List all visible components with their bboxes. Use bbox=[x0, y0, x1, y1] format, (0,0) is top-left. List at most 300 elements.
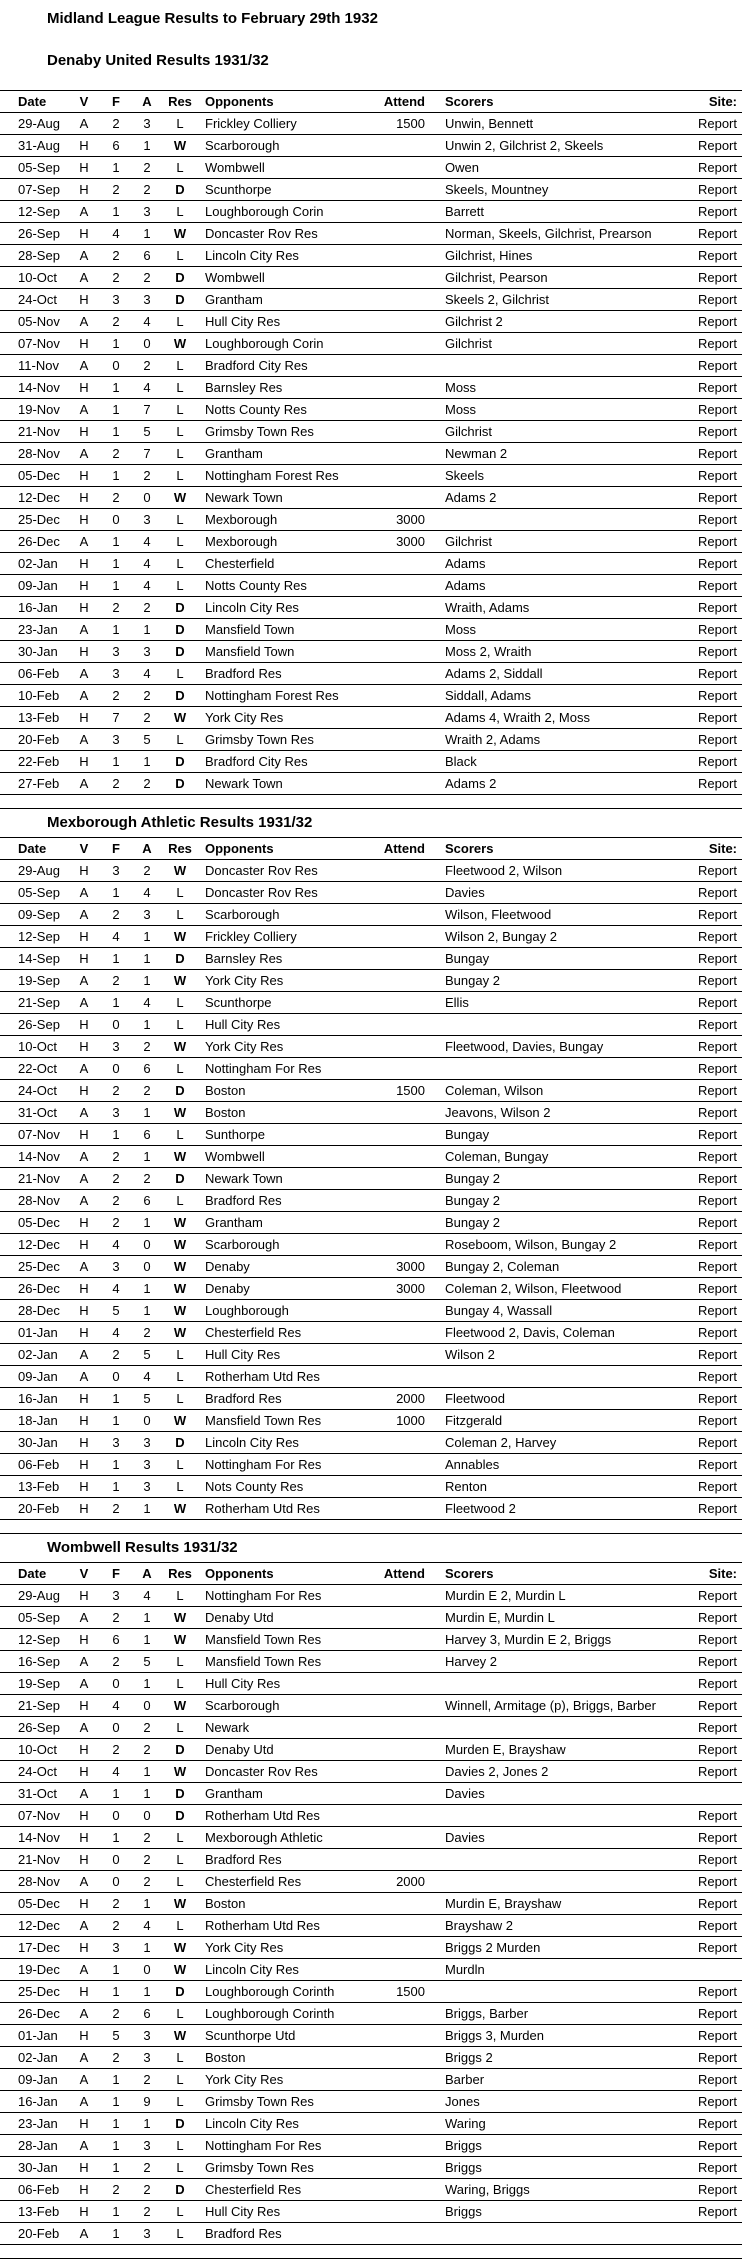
report-link[interactable]: Report bbox=[697, 1193, 737, 1208]
report-link[interactable]: Report bbox=[697, 556, 737, 571]
site-cell bbox=[676, 2179, 742, 2201]
venue-cell: A bbox=[79, 358, 89, 373]
attendance-cell bbox=[370, 201, 428, 223]
goals-for-cell: 0 bbox=[112, 1720, 120, 1735]
result-cell: L bbox=[176, 424, 184, 439]
venue-cell: A bbox=[79, 1786, 89, 1801]
attendance-cell bbox=[370, 1212, 428, 1234]
goals-against-cell: 2 bbox=[143, 1325, 151, 1340]
report-link[interactable]: Report bbox=[697, 1435, 737, 1450]
report-link[interactable]: Report bbox=[697, 1984, 737, 1999]
venue-cell: A bbox=[79, 732, 89, 747]
report-link[interactable]: Report bbox=[697, 1742, 737, 1757]
date-cell: 20-Feb bbox=[18, 732, 60, 747]
attendance-cell: 1500 bbox=[396, 1984, 425, 1999]
venue-cell: H bbox=[79, 1764, 89, 1779]
goals-for-column-header: F bbox=[112, 841, 120, 856]
goals-for-cell: 1 bbox=[112, 2160, 120, 2175]
report-link[interactable]: Report bbox=[697, 600, 737, 615]
attendance-cell: 3000 bbox=[396, 1259, 425, 1274]
report-link[interactable]: Report bbox=[697, 1149, 737, 1164]
opponents-cell: Hull City Res bbox=[205, 1676, 281, 1691]
scorers-cell: Davies bbox=[445, 885, 485, 900]
venue-cell: H bbox=[79, 1457, 89, 1472]
goals-for-cell: 2 bbox=[112, 248, 120, 263]
site-cell bbox=[676, 487, 742, 509]
site-cell bbox=[676, 1014, 742, 1036]
scorers-cell: Harvey 3, Murdin E 2, Briggs bbox=[445, 1632, 612, 1647]
venue-cell: A bbox=[79, 1962, 89, 1977]
venue-cell: H bbox=[79, 1830, 89, 1845]
section-title: Wombwell Results 1931/32 bbox=[47, 1539, 238, 1556]
goals-for-cell: 1 bbox=[112, 556, 120, 571]
report-link[interactable]: Report bbox=[697, 248, 737, 263]
scorers-cell: Fleetwood 2 bbox=[445, 1501, 516, 1516]
date-cell: 09-Jan bbox=[18, 578, 58, 593]
report-link[interactable]: Report bbox=[697, 1325, 737, 1340]
attendance-cell bbox=[370, 926, 428, 948]
goals-against-cell: 1 bbox=[143, 1786, 151, 1801]
report-link[interactable]: Report bbox=[697, 182, 737, 197]
scorers-cell bbox=[428, 2223, 676, 2245]
report-link[interactable]: Report bbox=[697, 1479, 737, 1494]
result-cell: W bbox=[173, 1105, 187, 1120]
goals-against-cell: 4 bbox=[143, 666, 151, 681]
result-row bbox=[0, 2025, 742, 2047]
report-link[interactable]: Report bbox=[697, 270, 737, 285]
date-cell: 21-Nov bbox=[18, 1171, 60, 1186]
date-cell: 01-Jan bbox=[18, 2028, 58, 2043]
report-link[interactable]: Report bbox=[697, 424, 737, 439]
date-cell: 26-Dec bbox=[18, 1281, 60, 1296]
site-cell bbox=[676, 707, 742, 729]
header-row bbox=[0, 838, 742, 860]
result-cell: W bbox=[173, 1940, 187, 1955]
goals-for-cell: 1 bbox=[112, 754, 120, 769]
venue-column-header: V bbox=[79, 841, 89, 856]
opponents-cell: Scarborough bbox=[205, 907, 280, 922]
result-cell: W bbox=[173, 1303, 187, 1318]
result-cell: L bbox=[176, 1479, 184, 1494]
report-link[interactable]: Report bbox=[697, 534, 737, 549]
report-link[interactable]: Report bbox=[697, 1303, 737, 1318]
attendance-cell bbox=[370, 1761, 428, 1783]
report-link[interactable]: Report bbox=[697, 1391, 737, 1406]
goals-against-cell: 1 bbox=[143, 138, 151, 153]
report-link[interactable]: Report bbox=[697, 116, 737, 131]
results-table bbox=[0, 837, 742, 1534]
result-row bbox=[0, 1981, 742, 2003]
report-link[interactable]: Report bbox=[697, 1830, 737, 1845]
report-link[interactable]: Report bbox=[697, 929, 737, 944]
result-row bbox=[0, 2223, 742, 2245]
result-cell: L bbox=[176, 1852, 184, 1867]
goals-for-cell: 1 bbox=[112, 468, 120, 483]
scorers-cell bbox=[428, 1673, 676, 1695]
report-link[interactable]: Report bbox=[697, 2028, 737, 2043]
report-link[interactable]: Report bbox=[697, 1896, 737, 1911]
table-end-spacer-row bbox=[0, 1520, 742, 1534]
opponents-cell: Scarborough bbox=[205, 138, 280, 153]
results-sections bbox=[0, 52, 742, 2259]
venue-cell: A bbox=[79, 2226, 89, 2241]
report-link[interactable]: Report bbox=[697, 2050, 737, 2065]
result-cell: L bbox=[176, 666, 184, 681]
result-cell: L bbox=[176, 534, 184, 549]
venue-cell: A bbox=[79, 2094, 89, 2109]
result-cell: D bbox=[175, 182, 185, 197]
report-link[interactable]: Report bbox=[697, 2072, 737, 2087]
scorers-cell: Murdin E, Brayshaw bbox=[445, 1896, 562, 1911]
opponents-cell: Bradford Res bbox=[205, 1852, 282, 1867]
opponents-cell: Mexborough Athletic bbox=[205, 1830, 323, 1845]
date-cell: 26-Dec bbox=[18, 534, 60, 549]
attendance-cell bbox=[370, 1344, 428, 1366]
report-link[interactable]: Report bbox=[697, 951, 737, 966]
goals-against-cell: 6 bbox=[143, 1127, 151, 1142]
report-link[interactable]: Report bbox=[697, 446, 737, 461]
report-link[interactable]: Report bbox=[697, 226, 737, 241]
venue-cell: H bbox=[79, 2204, 89, 2219]
site-cell bbox=[676, 2201, 742, 2223]
result-row bbox=[0, 201, 742, 223]
attendance-cell bbox=[370, 2113, 428, 2135]
report-link[interactable]: Report bbox=[697, 1105, 737, 1120]
goals-for-cell: 3 bbox=[112, 1039, 120, 1054]
result-cell: L bbox=[176, 1676, 184, 1691]
report-link[interactable]: Report bbox=[697, 2182, 737, 2197]
site-cell bbox=[676, 597, 742, 619]
opponents-column-header: Opponents bbox=[205, 94, 274, 109]
report-link[interactable]: Report bbox=[697, 1083, 737, 1098]
report-link[interactable]: Report bbox=[697, 402, 737, 417]
report-link[interactable]: Report bbox=[697, 2094, 737, 2109]
result-row bbox=[0, 1388, 742, 1410]
report-link[interactable]: Report bbox=[697, 1874, 737, 1889]
goals-for-cell: 2 bbox=[112, 116, 120, 131]
site-cell bbox=[676, 882, 742, 904]
site-column-header: Site: bbox=[708, 94, 737, 109]
site-cell bbox=[676, 1146, 742, 1168]
site-cell bbox=[676, 1234, 742, 1256]
scorers-cell: Skeels 2, Gilchrist bbox=[445, 292, 550, 307]
table-end-spacer-row bbox=[0, 795, 742, 809]
venue-column-header: V bbox=[79, 94, 89, 109]
date-cell: 05-Sep bbox=[18, 885, 60, 900]
goals-for-cell: 1 bbox=[112, 2094, 120, 2109]
result-cell: L bbox=[176, 1369, 184, 1384]
scorers-cell: Fitzgerald bbox=[445, 1413, 503, 1428]
site-cell bbox=[676, 2135, 742, 2157]
report-link[interactable]: Report bbox=[697, 1918, 737, 1933]
scorers-cell: Skeels bbox=[445, 468, 485, 483]
result-cell: L bbox=[176, 402, 184, 417]
report-link[interactable]: Report bbox=[697, 1808, 737, 1823]
date-cell: 02-Jan bbox=[18, 556, 58, 571]
result-row bbox=[0, 553, 742, 575]
result-row bbox=[0, 992, 742, 1014]
scorers-cell: Ellis bbox=[445, 995, 469, 1010]
venue-cell: H bbox=[79, 182, 89, 197]
report-link[interactable]: Report bbox=[697, 1347, 737, 1362]
site-cell bbox=[676, 575, 742, 597]
result-cell: L bbox=[176, 1874, 184, 1889]
scorers-cell: Murdln bbox=[445, 1962, 485, 1977]
venue-cell: A bbox=[79, 1171, 89, 1186]
scorers-cell: Bungay 4, Wassall bbox=[445, 1303, 553, 1318]
goals-for-cell: 2 bbox=[112, 1918, 120, 1933]
report-link[interactable]: Report bbox=[697, 1610, 737, 1625]
scorers-cell: Gilchrist bbox=[445, 336, 492, 351]
date-cell: 26-Dec bbox=[18, 2006, 60, 2021]
scorers-cell: Adams 2 bbox=[445, 776, 497, 791]
report-link[interactable]: Report bbox=[697, 314, 737, 329]
attendance-cell bbox=[370, 1454, 428, 1476]
result-cell: D bbox=[175, 622, 185, 637]
opponents-cell: Chesterfield bbox=[205, 556, 275, 571]
date-cell: 02-Jan bbox=[18, 1347, 58, 1362]
scorers-cell: Briggs 2 bbox=[445, 2050, 493, 2065]
scorers-cell: Murden E, Brayshaw bbox=[445, 1742, 566, 1757]
goals-against-cell: 4 bbox=[143, 380, 151, 395]
report-link[interactable]: Report bbox=[697, 1501, 737, 1516]
report-link[interactable]: Report bbox=[697, 1852, 737, 1867]
scorers-cell: Moss 2, Wraith bbox=[445, 644, 532, 659]
goals-for-cell: 3 bbox=[112, 1940, 120, 1955]
report-link[interactable]: Report bbox=[697, 1281, 737, 1296]
goals-against-cell: 3 bbox=[143, 116, 151, 131]
attendance-cell bbox=[370, 1124, 428, 1146]
report-link[interactable]: Report bbox=[697, 160, 737, 175]
report-link[interactable]: Report bbox=[697, 863, 737, 878]
date-cell: 22-Feb bbox=[18, 754, 60, 769]
date-cell: 16-Jan bbox=[18, 600, 58, 615]
goals-for-cell: 2 bbox=[112, 490, 120, 505]
site-cell bbox=[676, 531, 742, 553]
report-link[interactable]: Report bbox=[697, 710, 737, 725]
attendance-cell bbox=[370, 773, 428, 795]
site-cell bbox=[676, 1959, 742, 1981]
date-cell: 18-Jan bbox=[18, 1413, 58, 1428]
venue-cell: H bbox=[79, 1237, 89, 1252]
result-row bbox=[0, 882, 742, 904]
report-link[interactable]: Report bbox=[697, 2204, 737, 2219]
attendance-cell bbox=[370, 487, 428, 509]
result-row bbox=[0, 1410, 742, 1432]
result-cell: W bbox=[173, 1610, 187, 1625]
report-link[interactable]: Report bbox=[697, 1127, 737, 1142]
report-link[interactable]: Report bbox=[697, 995, 737, 1010]
report-link[interactable]: Report bbox=[697, 776, 737, 791]
goals-for-cell: 0 bbox=[112, 1808, 120, 1823]
goals-for-cell: 3 bbox=[112, 1105, 120, 1120]
report-link[interactable]: Report bbox=[697, 468, 737, 483]
scorers-cell: Davies bbox=[445, 1786, 485, 1801]
opponents-cell: Lincoln City Res bbox=[205, 1962, 299, 1977]
site-cell bbox=[676, 1190, 742, 1212]
result-row bbox=[0, 1058, 742, 1080]
report-link[interactable]: Report bbox=[697, 292, 737, 307]
venue-cell: H bbox=[79, 1940, 89, 1955]
report-link[interactable]: Report bbox=[697, 1039, 737, 1054]
report-link[interactable]: Report bbox=[697, 1215, 737, 1230]
goals-against-cell: 1 bbox=[143, 1940, 151, 1955]
report-link[interactable]: Report bbox=[697, 2138, 737, 2153]
goals-for-cell: 5 bbox=[112, 2028, 120, 2043]
result-cell: D bbox=[175, 1171, 185, 1186]
report-link[interactable]: Report bbox=[697, 578, 737, 593]
result-cell: L bbox=[176, 2094, 184, 2109]
attendance-cell bbox=[370, 685, 428, 707]
goals-against-cell: 4 bbox=[143, 556, 151, 571]
report-link[interactable]: Report bbox=[697, 1369, 737, 1384]
report-link[interactable]: Report bbox=[697, 380, 737, 395]
venue-cell: H bbox=[79, 468, 89, 483]
report-link[interactable]: Report bbox=[697, 1413, 737, 1428]
attendance-column-header: Attend bbox=[383, 841, 425, 856]
report-link[interactable]: Report bbox=[697, 1237, 737, 1252]
attendance-cell bbox=[370, 1585, 428, 1607]
result-row bbox=[0, 135, 742, 157]
scorers-column-header: Scorers bbox=[445, 841, 494, 856]
report-link[interactable]: Report bbox=[697, 732, 737, 747]
attendance-cell bbox=[370, 2179, 428, 2201]
report-link[interactable]: Report bbox=[697, 1764, 737, 1779]
date-cell: 10-Oct bbox=[18, 270, 58, 285]
attendance-cell bbox=[370, 1014, 428, 1036]
scorers-cell: Norman, Skeels, Gilchrist, Prearson bbox=[445, 226, 652, 241]
report-link[interactable]: Report bbox=[697, 1720, 737, 1735]
report-link[interactable]: Report bbox=[697, 688, 737, 703]
result-cell: L bbox=[176, 1127, 184, 1142]
date-cell: 05-Dec bbox=[18, 1896, 60, 1911]
goals-for-cell: 3 bbox=[112, 732, 120, 747]
report-link[interactable]: Report bbox=[697, 622, 737, 637]
report-link[interactable]: Report bbox=[697, 1061, 737, 1076]
report-link[interactable]: Report bbox=[697, 2160, 737, 2175]
scorers-cell: Adams 2, Siddall bbox=[445, 666, 543, 681]
venue-cell: H bbox=[79, 424, 89, 439]
report-link[interactable]: Report bbox=[697, 2116, 737, 2131]
result-cell: L bbox=[176, 2138, 184, 2153]
scorers-cell: Gilchrist, Pearson bbox=[445, 270, 548, 285]
goals-against-cell: 1 bbox=[143, 951, 151, 966]
report-link[interactable]: Report bbox=[697, 1632, 737, 1647]
scorers-cell: Unwin, Bennett bbox=[445, 116, 534, 131]
scorers-cell bbox=[428, 1849, 676, 1871]
goals-against-cell: 2 bbox=[143, 710, 151, 725]
result-cell: L bbox=[176, 512, 184, 527]
goals-against-cell: 1 bbox=[143, 1610, 151, 1625]
opponents-cell: Nottingham For Res bbox=[205, 1061, 322, 1076]
scorers-cell bbox=[428, 1871, 676, 1893]
venue-cell: A bbox=[79, 534, 89, 549]
report-link[interactable]: Report bbox=[697, 2006, 737, 2021]
site-cell bbox=[676, 619, 742, 641]
report-link[interactable]: Report bbox=[697, 358, 737, 373]
report-link[interactable]: Report bbox=[697, 1676, 737, 1691]
report-link[interactable]: Report bbox=[697, 512, 737, 527]
opponents-cell: Doncaster Rov Res bbox=[205, 863, 318, 878]
opponents-cell: York City Res bbox=[205, 2072, 284, 2087]
report-link[interactable]: Report bbox=[697, 1588, 737, 1603]
goals-for-cell: 2 bbox=[112, 1742, 120, 1757]
report-link[interactable]: Report bbox=[697, 1654, 737, 1669]
opponents-cell: Notts County Res bbox=[205, 402, 307, 417]
attendance-cell: 3000 bbox=[396, 512, 425, 527]
goals-for-cell: 2 bbox=[112, 1193, 120, 1208]
venue-column-header: V bbox=[79, 1566, 89, 1581]
result-cell: L bbox=[176, 995, 184, 1010]
site-cell bbox=[676, 685, 742, 707]
date-cell: 30-Jan bbox=[18, 2160, 58, 2175]
report-link[interactable]: Report bbox=[697, 1457, 737, 1472]
result-row bbox=[0, 948, 742, 970]
attendance-cell bbox=[370, 575, 428, 597]
goals-against-cell: 5 bbox=[143, 1391, 151, 1406]
goals-against-cell: 1 bbox=[143, 1764, 151, 1779]
date-cell: 20-Feb bbox=[18, 2226, 60, 2241]
report-link[interactable]: Report bbox=[697, 907, 737, 922]
venue-cell: A bbox=[79, 402, 89, 417]
result-row bbox=[0, 179, 742, 201]
report-link[interactable]: Report bbox=[697, 885, 737, 900]
report-link[interactable]: Report bbox=[697, 336, 737, 351]
result-row bbox=[0, 1739, 742, 1761]
goals-against-cell: 2 bbox=[143, 468, 151, 483]
report-link[interactable]: Report bbox=[697, 973, 737, 988]
goals-for-cell: 1 bbox=[112, 2072, 120, 2087]
goals-against-cell: 2 bbox=[143, 1874, 151, 1889]
report-link[interactable]: Report bbox=[697, 204, 737, 219]
scorers-cell: Gilchrist, Hines bbox=[445, 248, 533, 263]
report-link[interactable]: Report bbox=[697, 1698, 737, 1713]
venue-cell: H bbox=[79, 1127, 89, 1142]
scorers-cell: Barrett bbox=[445, 204, 485, 219]
site-cell bbox=[676, 553, 742, 575]
attendance-column-header: Attend bbox=[383, 94, 425, 109]
result-row bbox=[0, 223, 742, 245]
attendance-cell bbox=[370, 465, 428, 487]
venue-cell: H bbox=[79, 1413, 89, 1428]
venue-cell: A bbox=[79, 1720, 89, 1735]
opponents-cell: York City Res bbox=[205, 710, 284, 725]
report-link[interactable]: Report bbox=[697, 1259, 737, 1274]
report-link[interactable]: Report bbox=[697, 644, 737, 659]
venue-cell: H bbox=[79, 160, 89, 175]
site-cell bbox=[676, 1124, 742, 1146]
attendance-cell bbox=[370, 267, 428, 289]
venue-cell: H bbox=[79, 1039, 89, 1054]
results-table bbox=[0, 90, 742, 809]
opponents-cell: Frickley Colliery bbox=[205, 116, 297, 131]
report-link[interactable]: Report bbox=[697, 138, 737, 153]
result-row bbox=[0, 1717, 742, 1739]
scorers-cell: Jones bbox=[445, 2094, 480, 2109]
report-link[interactable]: Report bbox=[697, 754, 737, 769]
result-row bbox=[0, 1344, 742, 1366]
report-link[interactable]: Report bbox=[697, 1017, 737, 1032]
report-link[interactable]: Report bbox=[697, 490, 737, 505]
venue-cell: H bbox=[79, 1303, 89, 1318]
date-cell: 21-Nov bbox=[18, 1852, 60, 1867]
report-link[interactable]: Report bbox=[697, 666, 737, 681]
report-link[interactable]: Report bbox=[697, 1940, 737, 1955]
report-link[interactable]: Report bbox=[697, 1171, 737, 1186]
goals-against-cell: 2 bbox=[143, 600, 151, 615]
site-cell bbox=[676, 1981, 742, 2003]
result-cell: L bbox=[176, 1017, 184, 1032]
